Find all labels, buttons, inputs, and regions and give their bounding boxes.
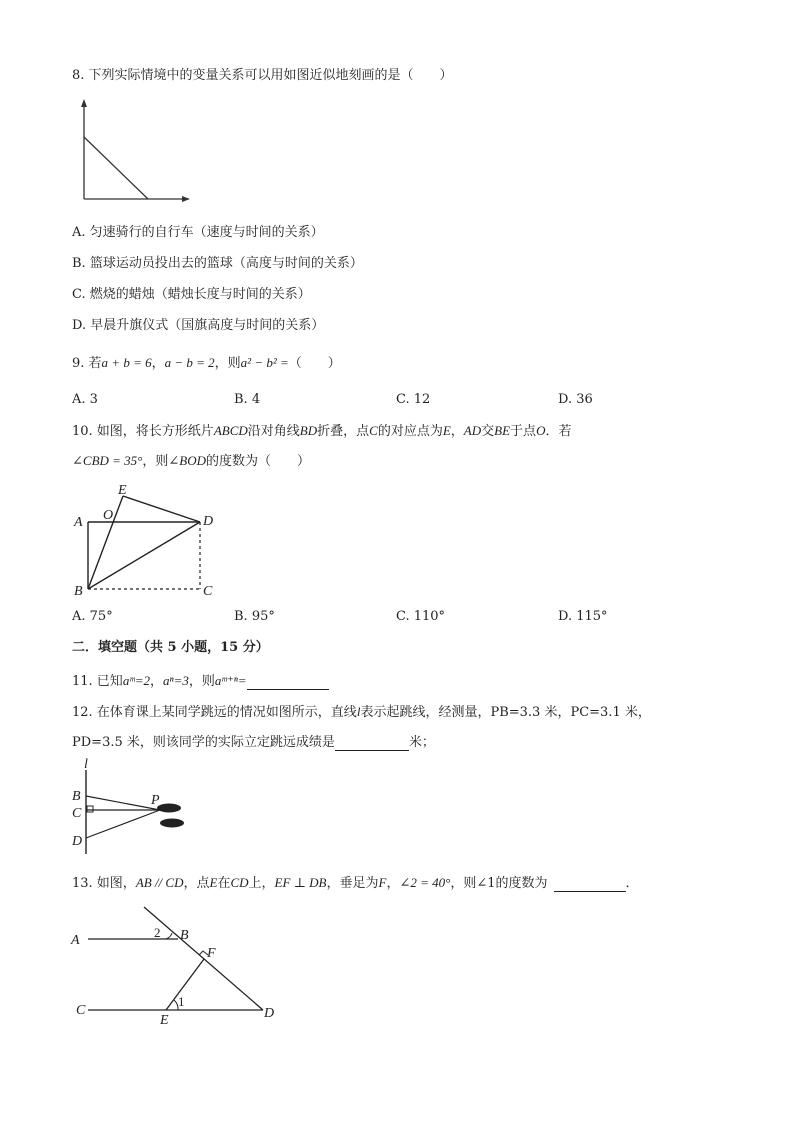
q13-cd: CD	[230, 875, 249, 890]
q13-t2: 在	[217, 876, 231, 891]
q12-label-d: D	[72, 834, 83, 849]
q11-expr2: aⁿ=3	[163, 673, 189, 688]
q12-figure	[68, 758, 198, 856]
q11-expr3: aᵐ⁺ⁿ=	[214, 673, 247, 688]
q13-angle2: ∠2 = 40°	[399, 875, 451, 890]
q13-t4: ，垂足为	[326, 876, 379, 891]
section2-title: 二．填空题（共 5 小题，15 分）	[72, 640, 269, 655]
q10-stem-line2	[72, 453, 310, 470]
q8-y-arrow	[81, 99, 87, 107]
q8-graph	[60, 95, 200, 210]
q13-line-bd	[144, 907, 263, 1010]
q10-text-e: ，	[450, 424, 464, 439]
q10-text-a: 10. 如图，将长方形纸片	[72, 424, 214, 439]
q11-mid: ，则	[188, 674, 215, 689]
q9-option-b: B. 4	[234, 392, 261, 407]
q13-label-c: C	[76, 1003, 86, 1018]
q13-prefix: 13. 如图，	[72, 876, 136, 891]
q10-side-ed	[123, 496, 200, 522]
q13-t3: 上，	[248, 876, 275, 891]
q13-label-d: D	[264, 1006, 275, 1021]
q10-pe: E	[442, 423, 451, 438]
q13-label-1: 1	[178, 994, 185, 1009]
q12-segment-pd	[86, 810, 160, 838]
q10-pc: C	[369, 423, 378, 438]
q13-label-e: E	[160, 1013, 169, 1028]
q13-angle2-arc	[166, 933, 172, 939]
q12-stem-line1	[72, 704, 651, 721]
q13-figure	[68, 902, 288, 1027]
q10-angle1: ∠CBD = 35°	[72, 453, 143, 468]
q13-parallel: AB // CD	[135, 875, 184, 890]
q12-text-c: PD=3.5 米，则该同学的实际立定跳远成绩是	[72, 735, 335, 750]
q13-label-a: A	[71, 933, 80, 948]
q9-sep: ，	[151, 356, 165, 371]
q8-option-b: B. 篮球运动员投出去的篮球（高度与时间的关系）	[72, 256, 363, 271]
q10-text-f: 交	[481, 424, 495, 439]
q9-option-c: C. 12	[396, 392, 431, 407]
q10-be: BE	[494, 423, 511, 438]
q8-option-d: D. 早晨升旗仪式（国旗高度与时间的关系）	[72, 318, 325, 333]
q9-option-d: D. 36	[558, 392, 593, 407]
q12-l: l	[356, 704, 361, 719]
q11-stem	[72, 673, 329, 690]
q12-label-p: P	[151, 793, 160, 808]
q12-label-l: l	[84, 757, 88, 772]
q13-answer-blank[interactable]	[554, 877, 626, 892]
q10-rect: ABCD	[213, 423, 248, 438]
q10-text-c: 折叠，点	[317, 424, 370, 439]
q11-sep: ，	[150, 674, 164, 689]
q9-paren: （ ）	[288, 356, 341, 371]
q12-measure: PB=3.3 米，PC=3.1 米，	[490, 705, 651, 720]
q10-label-c: C	[203, 584, 213, 599]
q10-po: O	[536, 423, 546, 438]
q10-diag-bd	[88, 522, 200, 589]
q13-label-2: 2	[154, 925, 161, 940]
q9-eq1: a + b = 6	[101, 355, 152, 370]
q12-text-a: 12. 在体育课上某同学跳远的情况如图所示，直线	[72, 705, 357, 720]
q10-figure	[68, 478, 228, 600]
q10-option-a: A. 75°	[72, 609, 113, 624]
q9-stem	[72, 355, 341, 372]
q8-x-arrow	[182, 196, 190, 202]
q10-option-c: C. 110°	[396, 609, 446, 624]
q12-label-b: B	[72, 789, 81, 804]
q12-text-b: 表示起跳线，经测量，	[360, 705, 491, 720]
q8-option-a: A. 匀速骑行的自行车（速度与时间的关系）	[72, 225, 324, 240]
q9-option-a: A. 3	[72, 392, 98, 407]
q9-expr: a² − b² =	[240, 355, 289, 370]
q11-answer-blank[interactable]	[247, 675, 329, 690]
q13-stem	[72, 875, 639, 892]
q10-text-d: 的对应点为	[377, 424, 443, 439]
q13-t5: ，	[386, 876, 400, 891]
q10-text-h: ．若	[545, 424, 572, 439]
q9-eq2: a − b = 2	[164, 355, 215, 370]
q10-option-b: B. 95°	[234, 609, 275, 624]
q10-label-e: E	[118, 483, 127, 498]
q10-text-b: 沿对角线	[247, 424, 300, 439]
q13-t1: ，点	[183, 876, 210, 891]
q12-answer-blank[interactable]	[335, 736, 409, 751]
q12-right-angle-mark	[87, 806, 93, 812]
q11-prefix: 11. 已知	[72, 674, 123, 689]
q10-label-b: B	[74, 584, 83, 599]
q12-stem-line2	[72, 735, 435, 751]
q11-expr1: aᵐ=2	[122, 673, 151, 688]
q9-prefix: 9. 若	[72, 356, 102, 371]
q10-stem-line1	[72, 423, 571, 440]
q10-text-g: 于点	[510, 424, 537, 439]
q10-ad: AD	[463, 423, 482, 438]
q13-perp: EF ⊥ DB	[274, 875, 327, 890]
q10-text-2b: ，则	[142, 454, 169, 469]
q10-text-2c: 的度数为（ ）	[206, 454, 311, 469]
q10-diag: BD	[299, 423, 318, 438]
q10-label-a: A	[74, 515, 83, 530]
q10-label-o: O	[103, 508, 114, 523]
q9-mid: ，则	[214, 356, 241, 371]
q8-stem: 8. 下列实际情境中的变量关系可以用如图近似地刻画的是（ ）	[72, 68, 453, 83]
q12-segment-pb	[86, 796, 160, 810]
q12-footprint-upper	[157, 804, 181, 813]
q13-label-f: F	[207, 946, 216, 961]
q10-label-d: D	[203, 514, 214, 529]
q12-label-c: C	[72, 806, 82, 821]
q8-decreasing-line	[84, 137, 148, 199]
q12-footprint-lower	[160, 819, 184, 828]
q10-angle2: ∠BOD	[168, 453, 207, 468]
q10-option-d: D. 115°	[558, 609, 608, 624]
q13-line-ef	[166, 959, 204, 1010]
q13-end: ．	[625, 876, 639, 891]
q13-f: F	[378, 875, 387, 890]
q12-text-d: 米；	[408, 735, 435, 750]
q13-e: E	[209, 875, 218, 890]
q13-label-b: B	[180, 928, 189, 943]
q8-option-c: C. 燃烧的蜡烛（蜡烛长度与时间的关系）	[72, 287, 311, 302]
q13-t6: ，则∠1的度数为	[450, 876, 548, 891]
